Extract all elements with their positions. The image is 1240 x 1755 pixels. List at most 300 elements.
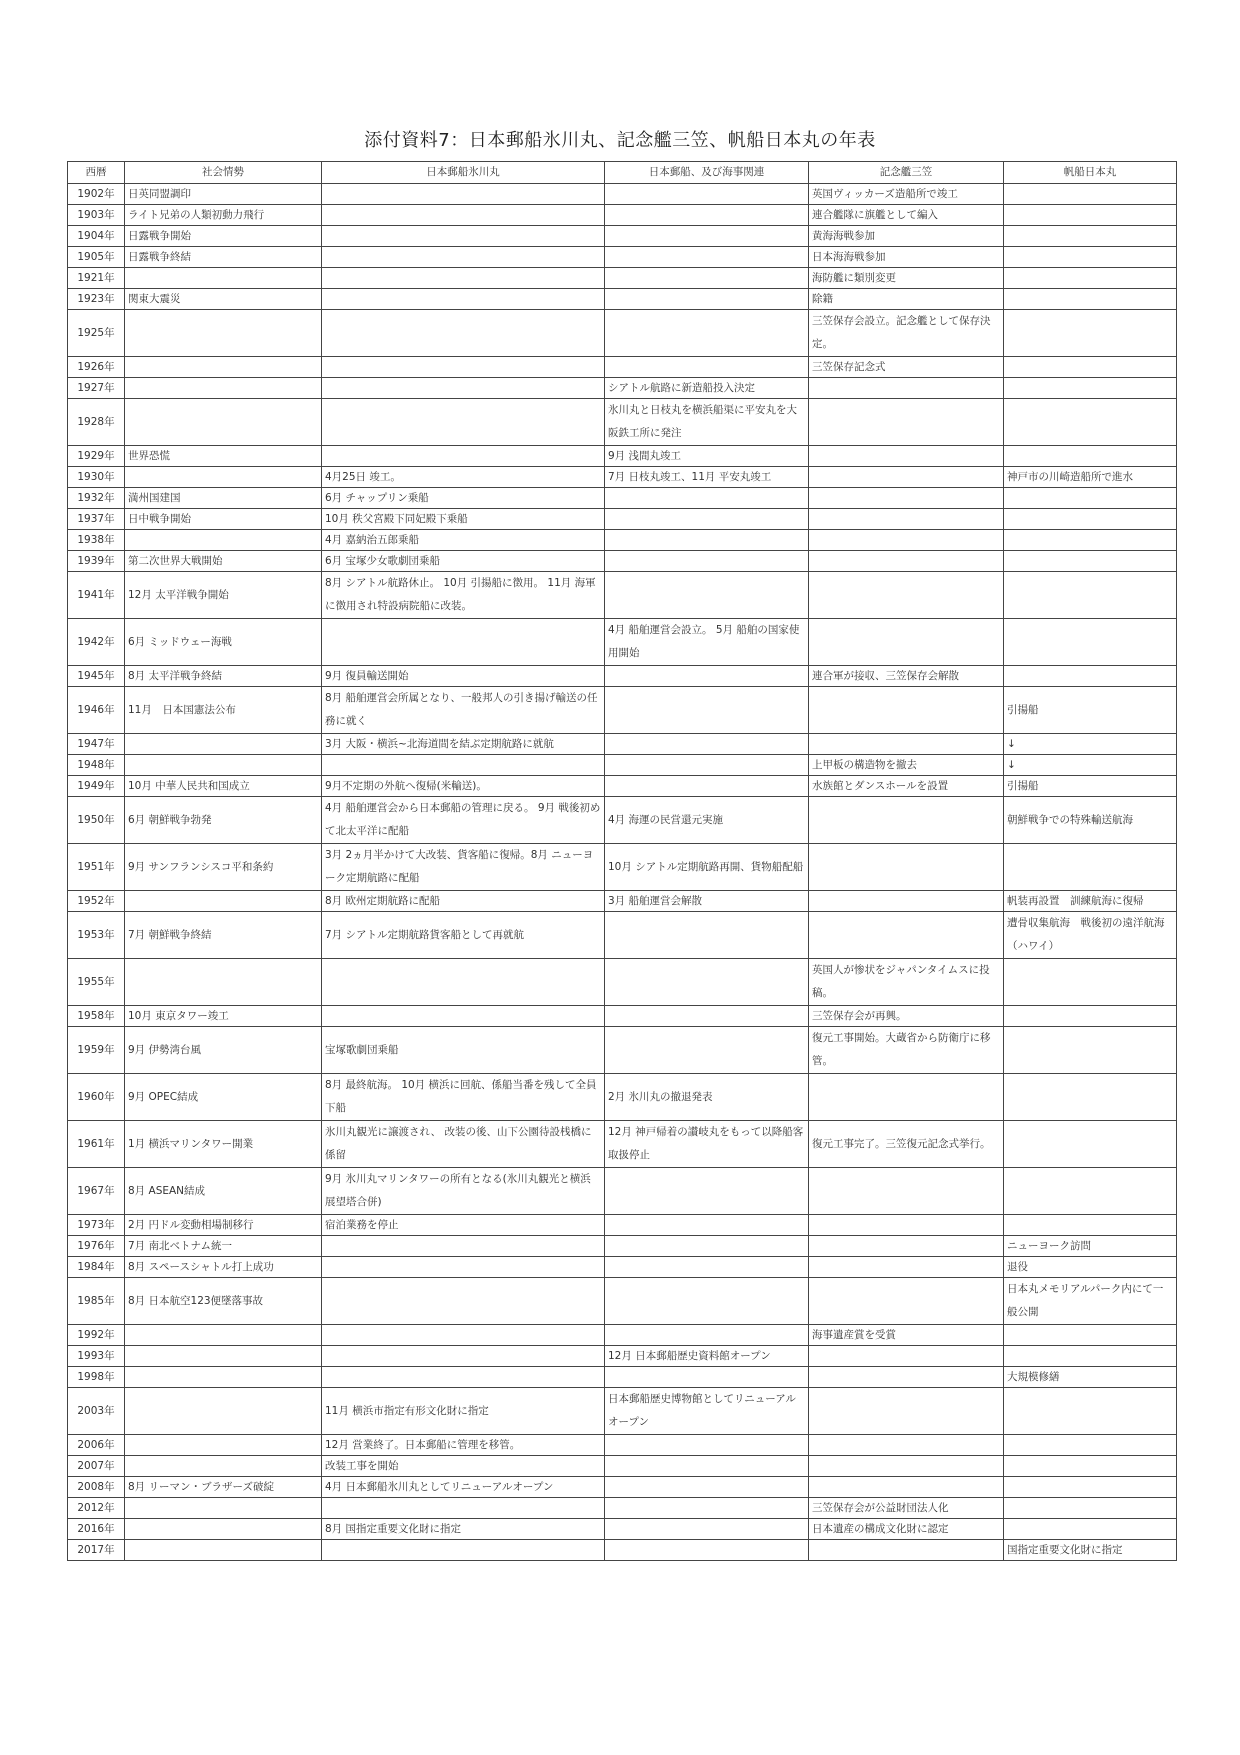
nyk-maritime-cell	[605, 1325, 809, 1346]
society-cell: 8月 太平洋戦争終結	[125, 666, 322, 687]
table-row	[68, 891, 1177, 912]
table-row	[68, 268, 1177, 289]
society-cell: 2月 円ドル変動相場制移行	[125, 1215, 322, 1236]
col-header-nipponmaru: 帆船日本丸	[1004, 162, 1177, 184]
hikawamaru-cell	[322, 1278, 605, 1325]
society-cell	[125, 530, 322, 551]
mikasa-cell: 水族館とダンスホールを設置	[809, 776, 1004, 797]
mikasa-cell: 海防艦に類別変更	[809, 268, 1004, 289]
hikawamaru-cell: 改装工事を開始	[322, 1456, 605, 1477]
nipponmaru-cell	[1004, 289, 1177, 310]
nipponmaru-cell	[1004, 844, 1177, 891]
table-row	[68, 488, 1177, 509]
nyk-maritime-cell	[605, 1367, 809, 1388]
mikasa-cell	[809, 1236, 1004, 1257]
society-cell: 6月 ミッドウェー海戦	[125, 619, 322, 666]
col-header-nyk-maritime: 日本郵船、及び海事関連	[605, 162, 809, 184]
nyk-maritime-cell	[605, 509, 809, 530]
nyk-maritime-cell	[605, 310, 809, 357]
society-cell	[125, 268, 322, 289]
society-cell: 日露戦争開始	[125, 226, 322, 247]
nipponmaru-cell: ↓	[1004, 755, 1177, 776]
nipponmaru-cell: 引揚船	[1004, 687, 1177, 734]
nipponmaru-cell	[1004, 1074, 1177, 1121]
mikasa-cell	[809, 734, 1004, 755]
society-cell	[125, 1456, 322, 1477]
hikawamaru-cell: 4月25日 竣工。	[322, 467, 605, 488]
hikawamaru-cell: 9月 復員輸送開始	[322, 666, 605, 687]
year-cell: 1961年	[68, 1121, 125, 1168]
hikawamaru-cell	[322, 226, 605, 247]
table-row	[68, 1346, 1177, 1367]
nyk-maritime-cell	[605, 1498, 809, 1519]
society-cell: 6月 朝鮮戦争勃発	[125, 797, 322, 844]
nyk-maritime-cell: 12月 神戸帰着の讃岐丸をもって以降船客取扱停止	[605, 1121, 809, 1168]
table-row	[68, 755, 1177, 776]
nipponmaru-cell	[1004, 1498, 1177, 1519]
nipponmaru-cell: ニューヨーク訪問	[1004, 1236, 1177, 1257]
header-row	[68, 162, 1177, 184]
table-row	[68, 912, 1177, 959]
society-cell: 7月 朝鮮戦争終結	[125, 912, 322, 959]
hikawamaru-cell	[322, 1257, 605, 1278]
timeline-body	[68, 184, 1177, 1561]
year-cell: 1950年	[68, 797, 125, 844]
year-cell: 2016年	[68, 1519, 125, 1540]
society-cell: 11月 日本国憲法公布	[125, 687, 322, 734]
nipponmaru-cell: 神戸市の川崎造船所で進水	[1004, 467, 1177, 488]
year-cell: 1953年	[68, 912, 125, 959]
table-row	[68, 687, 1177, 734]
mikasa-cell: 上甲板の構造物を撤去	[809, 755, 1004, 776]
year-cell: 1927年	[68, 378, 125, 399]
hikawamaru-cell	[322, 446, 605, 467]
year-cell: 1948年	[68, 755, 125, 776]
hikawamaru-cell: 11月 横浜市指定有形文化財に指定	[322, 1388, 605, 1435]
mikasa-cell	[809, 1435, 1004, 1456]
hikawamaru-cell	[322, 268, 605, 289]
nipponmaru-cell	[1004, 1456, 1177, 1477]
nipponmaru-cell	[1004, 1346, 1177, 1367]
nipponmaru-cell: 大規模修繕	[1004, 1367, 1177, 1388]
nipponmaru-cell	[1004, 184, 1177, 205]
hikawamaru-cell	[322, 1346, 605, 1367]
year-cell: 1905年	[68, 247, 125, 268]
hikawamaru-cell: 宝塚歌劇団乗船	[322, 1027, 605, 1074]
col-header-hikawamaru: 日本郵船氷川丸	[322, 162, 605, 184]
society-cell: 世界恐慌	[125, 446, 322, 467]
table-row	[68, 310, 1177, 357]
society-cell	[125, 310, 322, 357]
table-row	[68, 1519, 1177, 1540]
year-cell: 1904年	[68, 226, 125, 247]
society-cell	[125, 1367, 322, 1388]
nipponmaru-cell	[1004, 1477, 1177, 1498]
hikawamaru-cell	[322, 184, 605, 205]
table-row	[68, 1006, 1177, 1027]
table-row	[68, 1325, 1177, 1346]
year-cell: 2008年	[68, 1477, 125, 1498]
nipponmaru-cell	[1004, 1435, 1177, 1456]
society-cell: 8月 日本航空123便墜落事故	[125, 1278, 322, 1325]
table-row	[68, 572, 1177, 619]
nipponmaru-cell: 朝鮮戦争での特殊輸送航海	[1004, 797, 1177, 844]
table-row	[68, 357, 1177, 378]
nipponmaru-cell: 日本丸メモリアルパーク内にて一般公開	[1004, 1278, 1177, 1325]
mikasa-cell	[809, 530, 1004, 551]
nyk-maritime-cell: 9月 浅間丸竣工	[605, 446, 809, 467]
mikasa-cell: 三笠保存会設立。記念艦として保存決定。	[809, 310, 1004, 357]
society-cell: 1月 横浜マリンタワー開業	[125, 1121, 322, 1168]
nipponmaru-cell: ↓	[1004, 734, 1177, 755]
hikawamaru-cell: 6月 チャップリン乗船	[322, 488, 605, 509]
mikasa-cell	[809, 891, 1004, 912]
mikasa-cell	[809, 1215, 1004, 1236]
nyk-maritime-cell: 2月 氷川丸の撤退発表	[605, 1074, 809, 1121]
year-cell: 1967年	[68, 1168, 125, 1215]
hikawamaru-cell: 8月 国指定重要文化財に指定	[322, 1519, 605, 1540]
mikasa-cell: 海事遺産賞を受賞	[809, 1325, 1004, 1346]
nipponmaru-cell	[1004, 488, 1177, 509]
year-cell: 1932年	[68, 488, 125, 509]
mikasa-cell: 復元工事完了。三笠復元記念式挙行。	[809, 1121, 1004, 1168]
table-row	[68, 551, 1177, 572]
nyk-maritime-cell: 氷川丸と日枝丸を横浜船渠に平安丸を大阪鉄工所に発注	[605, 399, 809, 446]
year-cell: 1955年	[68, 959, 125, 1006]
mikasa-cell	[809, 1168, 1004, 1215]
table-row	[68, 446, 1177, 467]
mikasa-cell: 連合艦隊に旗艦として編入	[809, 205, 1004, 226]
year-cell: 1958年	[68, 1006, 125, 1027]
mikasa-cell	[809, 509, 1004, 530]
nyk-maritime-cell	[605, 1477, 809, 1498]
table-row	[68, 959, 1177, 1006]
society-cell	[125, 1388, 322, 1435]
col-header-society: 社会情勢	[125, 162, 322, 184]
nyk-maritime-cell: 12月 日本郵船歴史資料館オープン	[605, 1346, 809, 1367]
mikasa-cell: 日本海海戦参加	[809, 247, 1004, 268]
mikasa-cell	[809, 1477, 1004, 1498]
table-row	[68, 1388, 1177, 1435]
mikasa-cell: 三笠保存記念式	[809, 357, 1004, 378]
table-row	[68, 734, 1177, 755]
table-row	[68, 1215, 1177, 1236]
mikasa-cell	[809, 378, 1004, 399]
table-row	[68, 399, 1177, 446]
nyk-maritime-cell	[605, 289, 809, 310]
society-cell: 12月 太平洋戦争開始	[125, 572, 322, 619]
table-row	[68, 184, 1177, 205]
nyk-maritime-cell: 7月 日枝丸竣工、11月 平安丸竣工	[605, 467, 809, 488]
nyk-maritime-cell	[605, 226, 809, 247]
nipponmaru-cell	[1004, 378, 1177, 399]
society-cell	[125, 1519, 322, 1540]
year-cell: 1993年	[68, 1346, 125, 1367]
society-cell	[125, 1498, 322, 1519]
nyk-maritime-cell	[605, 357, 809, 378]
hikawamaru-cell	[322, 310, 605, 357]
hikawamaru-cell: 7月 シアトル定期航路貨客船として再就航	[322, 912, 605, 959]
society-cell: 満州国建国	[125, 488, 322, 509]
hikawamaru-cell	[322, 755, 605, 776]
society-cell: 8月 スペースシャトル打上成功	[125, 1257, 322, 1278]
mikasa-cell: 英国ヴィッカーズ造船所で竣工	[809, 184, 1004, 205]
nyk-maritime-cell	[605, 1278, 809, 1325]
year-cell: 1929年	[68, 446, 125, 467]
mikasa-cell	[809, 1257, 1004, 1278]
mikasa-cell: 三笠保存会が再興。	[809, 1006, 1004, 1027]
hikawamaru-cell: 6月 宝塚少女歌劇団乗船	[322, 551, 605, 572]
table-row	[68, 1236, 1177, 1257]
year-cell: 1942年	[68, 619, 125, 666]
hikawamaru-cell	[322, 399, 605, 446]
nyk-maritime-cell	[605, 488, 809, 509]
nipponmaru-cell	[1004, 1027, 1177, 1074]
nyk-maritime-cell	[605, 1456, 809, 1477]
nyk-maritime-cell: 日本郵船歴史博物館としてリニューアルオープン	[605, 1388, 809, 1435]
mikasa-cell	[809, 844, 1004, 891]
hikawamaru-cell	[322, 378, 605, 399]
year-cell: 1937年	[68, 509, 125, 530]
mikasa-cell: 連合軍が接収、三笠保存会解散	[809, 666, 1004, 687]
nyk-maritime-cell: 10月 シアトル定期航路再開、貨物船配船	[605, 844, 809, 891]
hikawamaru-cell	[322, 1540, 605, 1561]
nipponmaru-cell	[1004, 205, 1177, 226]
nipponmaru-cell	[1004, 446, 1177, 467]
mikasa-cell	[809, 399, 1004, 446]
nipponmaru-cell	[1004, 1388, 1177, 1435]
table-row	[68, 226, 1177, 247]
mikasa-cell: 復元工事開始。大蔵省から防衛庁に移管。	[809, 1027, 1004, 1074]
year-cell: 1925年	[68, 310, 125, 357]
society-cell	[125, 357, 322, 378]
col-header-mikasa: 記念艦三笠	[809, 162, 1004, 184]
society-cell	[125, 1540, 322, 1561]
society-cell: 9月 サンフランシスコ平和条約	[125, 844, 322, 891]
table-row	[68, 776, 1177, 797]
nipponmaru-cell	[1004, 959, 1177, 1006]
hikawamaru-cell: 9月 氷川丸マリンタワーの所有となる(氷川丸観光と横浜展望塔合併)	[322, 1168, 605, 1215]
year-cell: 1976年	[68, 1236, 125, 1257]
nipponmaru-cell	[1004, 268, 1177, 289]
table-row	[68, 1456, 1177, 1477]
hikawamaru-cell	[322, 205, 605, 226]
table-row	[68, 1168, 1177, 1215]
mikasa-cell: 英国人が惨状をジャパンタイムスに投稿。	[809, 959, 1004, 1006]
mikasa-cell	[809, 619, 1004, 666]
table-row	[68, 1367, 1177, 1388]
table-row	[68, 1027, 1177, 1074]
society-cell	[125, 959, 322, 1006]
year-cell: 1903年	[68, 205, 125, 226]
hikawamaru-cell	[322, 1325, 605, 1346]
society-cell: 第二次世界大戦開始	[125, 551, 322, 572]
society-cell: 9月 OPEC結成	[125, 1074, 322, 1121]
mikasa-cell	[809, 1540, 1004, 1561]
year-cell: 1945年	[68, 666, 125, 687]
nyk-maritime-cell	[605, 1435, 809, 1456]
hikawamaru-cell: 3月 2ヵ月半かけて大改装、貨客船に復帰。8月 ニューヨーク定期航路に配船	[322, 844, 605, 891]
table-row	[68, 467, 1177, 488]
society-cell	[125, 1325, 322, 1346]
table-row	[68, 844, 1177, 891]
society-cell	[125, 378, 322, 399]
nipponmaru-cell: 帆装再設置 訓練航海に復帰	[1004, 891, 1177, 912]
hikawamaru-cell: 8月 シアトル航路休止。 10月 引揚船に徴用。 11月 海軍に徴用され特設病院船に改装。	[322, 572, 605, 619]
nipponmaru-cell	[1004, 226, 1177, 247]
society-cell	[125, 467, 322, 488]
society-cell: ライト兄弟の人類初動力飛行	[125, 205, 322, 226]
year-cell: 1952年	[68, 891, 125, 912]
hikawamaru-cell: 8月 欧州定期航路に配船	[322, 891, 605, 912]
mikasa-cell	[809, 1346, 1004, 1367]
mikasa-cell: 除籍	[809, 289, 1004, 310]
hikawamaru-cell: 4月 日本郵船氷川丸としてリニューアルオープン	[322, 1477, 605, 1498]
mikasa-cell	[809, 572, 1004, 619]
year-cell: 1984年	[68, 1257, 125, 1278]
nyk-maritime-cell	[605, 551, 809, 572]
table-row	[68, 619, 1177, 666]
nipponmaru-cell	[1004, 1121, 1177, 1168]
society-cell	[125, 755, 322, 776]
table-row	[68, 1435, 1177, 1456]
year-cell: 1923年	[68, 289, 125, 310]
hikawamaru-cell	[322, 247, 605, 268]
nipponmaru-cell	[1004, 530, 1177, 551]
hikawamaru-cell	[322, 619, 605, 666]
year-cell: 1992年	[68, 1325, 125, 1346]
nyk-maritime-cell	[605, 687, 809, 734]
year-cell: 2017年	[68, 1540, 125, 1561]
year-cell: 1938年	[68, 530, 125, 551]
mikasa-cell: 黄海海戦参加	[809, 226, 1004, 247]
nyk-maritime-cell: 4月 船舶運営会設立。 5月 船舶の国家使用開始	[605, 619, 809, 666]
nipponmaru-cell	[1004, 1519, 1177, 1540]
nyk-maritime-cell	[605, 959, 809, 1006]
nyk-maritime-cell: 4月 海運の民営還元実施	[605, 797, 809, 844]
nyk-maritime-cell	[605, 184, 809, 205]
mikasa-cell	[809, 551, 1004, 572]
nyk-maritime-cell	[605, 205, 809, 226]
year-cell: 1946年	[68, 687, 125, 734]
hikawamaru-cell	[322, 1498, 605, 1519]
society-cell: 10月 東京タワー竣工	[125, 1006, 322, 1027]
nipponmaru-cell	[1004, 247, 1177, 268]
mikasa-cell	[809, 1456, 1004, 1477]
mikasa-cell: 三笠保存会が公益財団法人化	[809, 1498, 1004, 1519]
table-row	[68, 1074, 1177, 1121]
nipponmaru-cell: 退役	[1004, 1257, 1177, 1278]
society-cell	[125, 399, 322, 446]
hikawamaru-cell	[322, 289, 605, 310]
nyk-maritime-cell	[605, 776, 809, 797]
table-row	[68, 205, 1177, 226]
hikawamaru-cell: 8月 船舶運営会所属となり、一般邦人の引き揚げ輸送の任務に就く	[322, 687, 605, 734]
society-cell: 日英同盟調印	[125, 184, 322, 205]
nipponmaru-cell	[1004, 357, 1177, 378]
year-cell: 1902年	[68, 184, 125, 205]
hikawamaru-cell: 10月 秩父宮殿下同妃殿下乗船	[322, 509, 605, 530]
society-cell: 8月 リーマン・ブラザーズ破綻	[125, 1477, 322, 1498]
hikawamaru-cell	[322, 1367, 605, 1388]
table-row	[68, 1540, 1177, 1561]
society-cell: 10月 中華人民共和国成立	[125, 776, 322, 797]
nyk-maritime-cell	[605, 1519, 809, 1540]
table-row	[68, 1498, 1177, 1519]
year-cell: 1985年	[68, 1278, 125, 1325]
mikasa-cell	[809, 912, 1004, 959]
nipponmaru-cell	[1004, 1168, 1177, 1215]
nyk-maritime-cell	[605, 247, 809, 268]
hikawamaru-cell: 9月不定期の外航へ復帰(米輸送)。	[322, 776, 605, 797]
table-row	[68, 797, 1177, 844]
table-row	[68, 289, 1177, 310]
nyk-maritime-cell	[605, 1006, 809, 1027]
nipponmaru-cell: 引揚船	[1004, 776, 1177, 797]
hikawamaru-cell	[322, 1236, 605, 1257]
society-cell	[125, 891, 322, 912]
year-cell: 1941年	[68, 572, 125, 619]
hikawamaru-cell: 宿泊業務を停止	[322, 1215, 605, 1236]
year-cell: 1998年	[68, 1367, 125, 1388]
nipponmaru-cell	[1004, 1325, 1177, 1346]
hikawamaru-cell: 8月 最終航海。 10月 横浜に回航、係船当番を残して全員下船	[322, 1074, 605, 1121]
table-row	[68, 666, 1177, 687]
hikawamaru-cell: 氷川丸観光に譲渡され、 改装の後、山下公園待設桟橋に係留	[322, 1121, 605, 1168]
year-cell: 1930年	[68, 467, 125, 488]
nyk-maritime-cell	[605, 1540, 809, 1561]
nyk-maritime-cell	[605, 530, 809, 551]
year-cell: 2012年	[68, 1498, 125, 1519]
hikawamaru-cell	[322, 357, 605, 378]
hikawamaru-cell: 4月 船舶運営会から日本郵船の管理に戻る。 9月 戦後初めて北太平洋に配船	[322, 797, 605, 844]
society-cell: 9月 伊勢湾台風	[125, 1027, 322, 1074]
nyk-maritime-cell	[605, 1257, 809, 1278]
hikawamaru-cell: 12月 営業終了。日本郵船に管理を移管。	[322, 1435, 605, 1456]
year-cell: 2006年	[68, 1435, 125, 1456]
nyk-maritime-cell	[605, 1168, 809, 1215]
mikasa-cell	[809, 687, 1004, 734]
table-row	[68, 1477, 1177, 1498]
nipponmaru-cell: 遭骨収集航海 戦後初の遠洋航海（ハワイ）	[1004, 912, 1177, 959]
mikasa-cell	[809, 446, 1004, 467]
table-row	[68, 509, 1177, 530]
table-row	[68, 1121, 1177, 1168]
year-cell: 2003年	[68, 1388, 125, 1435]
table-row	[68, 1257, 1177, 1278]
society-cell: 日中戦争開始	[125, 509, 322, 530]
nipponmaru-cell	[1004, 666, 1177, 687]
year-cell: 1949年	[68, 776, 125, 797]
nyk-maritime-cell	[605, 912, 809, 959]
document-title: 添付資料7：日本郵船氷川丸、記念艦三笠、帆船日本丸の年表	[364, 130, 876, 151]
nyk-maritime-cell	[605, 572, 809, 619]
nipponmaru-cell	[1004, 509, 1177, 530]
table-row	[68, 1278, 1177, 1325]
mikasa-cell	[809, 488, 1004, 509]
nipponmaru-cell	[1004, 1006, 1177, 1027]
mikasa-cell: 日本遺産の構成文化財に認定	[809, 1519, 1004, 1540]
nipponmaru-cell	[1004, 1215, 1177, 1236]
mikasa-cell	[809, 467, 1004, 488]
col-header-year: 西暦	[68, 162, 125, 184]
nipponmaru-cell	[1004, 619, 1177, 666]
society-cell: 7月 南北ベトナム統一	[125, 1236, 322, 1257]
nipponmaru-cell: 国指定重要文化財に指定	[1004, 1540, 1177, 1561]
nipponmaru-cell	[1004, 310, 1177, 357]
hikawamaru-cell	[322, 959, 605, 1006]
mikasa-cell	[809, 1388, 1004, 1435]
